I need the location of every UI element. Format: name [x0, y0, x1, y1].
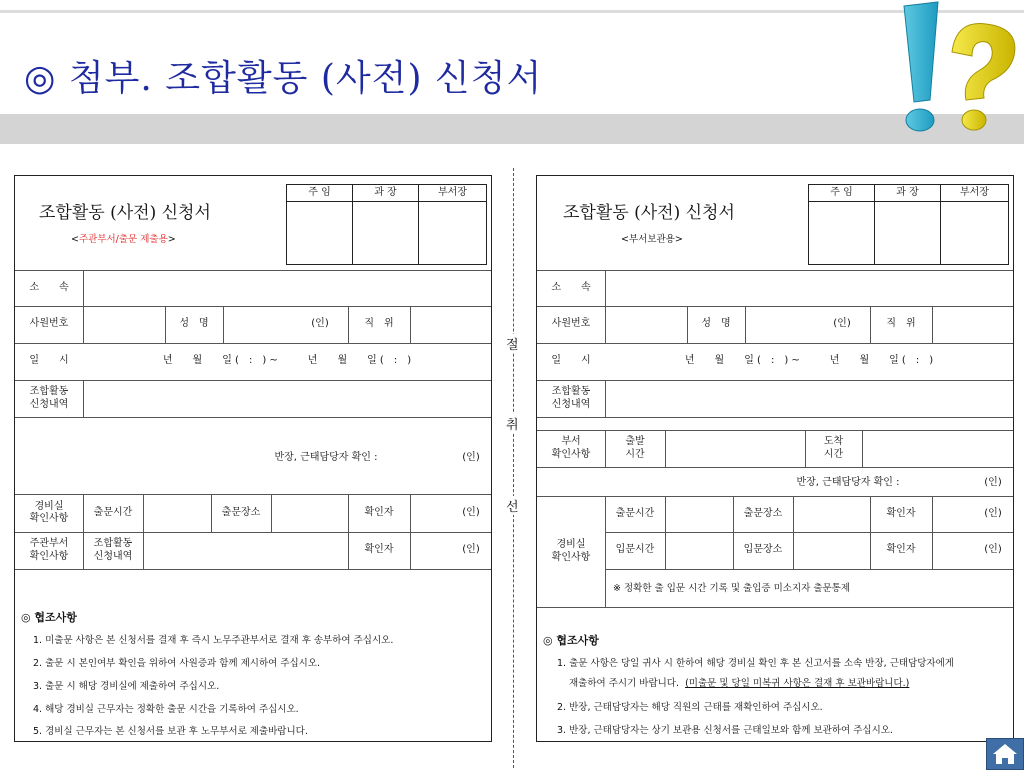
left-name-seal: (인) [311, 318, 329, 330]
right-entry-time-label: 입문시간 [615, 544, 655, 556]
right-entry-time-field[interactable] [666, 533, 732, 569]
right-exit-time-label: 출문시간 [615, 507, 655, 519]
right-manager-seal: (인) [984, 476, 1002, 488]
home-icon [987, 739, 1023, 769]
left-note-1: 1. 미출문 사항은 본 신청서를 결재 후 즉시 노무주관부서로 결재 후 송부하여 주십시오. [33, 635, 394, 646]
left-affiliation-label: 소 속 [29, 281, 69, 293]
right-name-seal: (인) [833, 318, 851, 330]
right-note-1b: 재출하여 주시기 바랍니다. (미출문 및 당일 미복귀 사항은 결재 후 보관바랍니다.) [569, 678, 910, 689]
approval-manager: 과 장 [374, 186, 397, 198]
left-employee-no-label: 사원번호 [29, 318, 69, 330]
right-approval-box [808, 184, 1009, 265]
title-band [0, 114, 1024, 144]
home-button[interactable] [986, 738, 1024, 770]
left-name-label: 성 명 [179, 318, 209, 330]
left-dept-checker-label: 확인자 [364, 544, 394, 556]
left-position-field[interactable] [411, 307, 490, 343]
right-departure-time-field[interactable] [666, 431, 804, 467]
left-guard-checker-label: 확인자 [364, 506, 394, 518]
left-activity-field[interactable] [84, 381, 490, 417]
right-entry-place-label: 입문장소 [743, 544, 783, 556]
right-guard-check-label: 경비실 확인사항 [551, 539, 591, 563]
right-arrival-time-label: 도착 시간 [823, 436, 844, 460]
cut-line [513, 168, 514, 768]
approval-head: 부서장 [960, 186, 989, 198]
approval-head: 부서장 [438, 186, 467, 198]
left-dept-check-label: 주관부서 확인사항 [29, 538, 69, 562]
left-form-title: 조합활동 (사전) 신청서 [39, 203, 211, 223]
left-manager-check-label: 반장, 근태담당자 확인 : [274, 451, 378, 463]
right-entry-place-field[interactable] [794, 533, 869, 569]
left-exit-place-label: 출문장소 [221, 506, 261, 518]
approval-lead: 주 임 [830, 186, 853, 198]
right-affiliation-field[interactable] [606, 271, 1012, 306]
right-departure-time-label: 출발 시간 [625, 436, 645, 460]
right-note-2: 2. 반장, 근태담당자는 해당 직원의 근태를 재확인하여 주십시오. [557, 702, 823, 713]
right-arrival-time-field[interactable] [863, 431, 1012, 467]
right-notes-title: ◎ 협조사항 [543, 634, 599, 647]
right-form [536, 175, 1014, 742]
left-note-2: 2. 출문 시 본인여부 확인을 위하여 사원증과 함께 제시하여 주십시오. [33, 658, 321, 669]
right-exit-seal: (인) [984, 507, 1002, 519]
right-activity-field[interactable] [606, 381, 1012, 417]
right-exit-place-label: 출문장소 [743, 507, 783, 519]
right-entry-checker-label: 확인자 [886, 544, 916, 556]
right-position-label: 직 위 [886, 318, 916, 330]
left-note-5: 5. 경비실 근무자는 본 신청서를 보관 후 노무부서로 제출바랍니다. [33, 726, 308, 737]
approval-manager: 과 장 [896, 186, 919, 198]
right-exit-place-field[interactable] [794, 497, 869, 532]
right-note-1a: 1. 출문 사항은 당일 귀사 시 한하여 해당 경비실 확인 후 본 신고서를 소속 반장, 근태담당자에게 [557, 658, 954, 669]
left-activity-detail-field[interactable] [144, 533, 347, 569]
cut-line-char-3: 선 [506, 496, 519, 515]
left-dept-seal: (인) [462, 544, 480, 556]
right-datetime-value[interactable]: 년 월 일 ( : ) ~ 년 월 일 ( : ) [684, 355, 934, 367]
right-position-field[interactable] [933, 307, 1012, 343]
left-exit-time-field[interactable] [144, 495, 210, 532]
right-activity-label: 조합활동 신청내역 [551, 386, 591, 410]
left-position-label: 직 위 [364, 318, 394, 330]
right-dept-check-label: 부서 확인사항 [551, 436, 591, 460]
left-guard-check-label: 경비실 확인사항 [29, 500, 69, 524]
right-datetime-label: 일 시 [551, 355, 591, 367]
right-exit-time-field[interactable] [666, 497, 732, 532]
left-exit-place-field[interactable] [272, 495, 347, 532]
left-datetime-label: 일 시 [29, 355, 69, 367]
left-manager-seal: (인) [462, 451, 480, 463]
right-note-3: 3. 반장, 근태담당자는 상기 보관용 신청서를 근태일보와 함께 보관하여 주십시오. [557, 725, 893, 736]
right-entry-seal: (인) [984, 544, 1002, 556]
left-form-subtitle: <주관부서/출문 제출용> [71, 234, 176, 245]
right-affiliation-label: 소 속 [551, 281, 591, 293]
left-activity-detail-label: 조합활동 신청내역 [93, 538, 133, 562]
left-affiliation-field[interactable] [84, 271, 490, 306]
approval-lead: 주 임 [308, 186, 331, 198]
right-name-label: 성 명 [701, 318, 731, 330]
left-employee-no-field[interactable] [84, 307, 164, 343]
exclamation-question-icon [890, 0, 1024, 140]
page-title: ◎ 첨부. 조합활동 (사전) 신청서 [24, 58, 543, 99]
left-note-4: 4. 해당 경비실 근무자는 정확한 출문 시간을 기록하여 주십시오. [33, 704, 299, 715]
right-guard-note: ※ 정확한 출 입문 시간 기록 및 출입증 미소지자 출문통제 [613, 583, 851, 594]
cut-line-char-1: 절 [506, 334, 519, 353]
right-form-subtitle: <부서보관용> [621, 234, 683, 245]
right-manager-check-label: 반장, 근태담당자 확인 : [796, 476, 900, 488]
left-exit-time-label: 출문시간 [93, 506, 133, 518]
top-rule [0, 10, 1024, 13]
right-employee-no-field[interactable] [606, 307, 686, 343]
left-approval-box [286, 184, 487, 265]
right-exit-checker-label: 확인자 [886, 507, 916, 519]
left-note-3: 3. 출문 시 해당 경비실에 제출하여 주십시오. [33, 681, 220, 692]
left-datetime-value[interactable]: 년 월 일 ( : ) ~ 년 월 일 ( : ) [162, 355, 412, 367]
right-employee-no-label: 사원번호 [551, 318, 591, 330]
cut-line-char-2: 취 [506, 414, 519, 433]
left-guard-seal: (인) [462, 506, 480, 518]
left-notes-title: ◎ 협조사항 [21, 611, 77, 624]
left-activity-label: 조합활동 신청내역 [29, 386, 69, 410]
left-form [14, 175, 492, 742]
right-form-title: 조합활동 (사전) 신청서 [563, 203, 735, 223]
